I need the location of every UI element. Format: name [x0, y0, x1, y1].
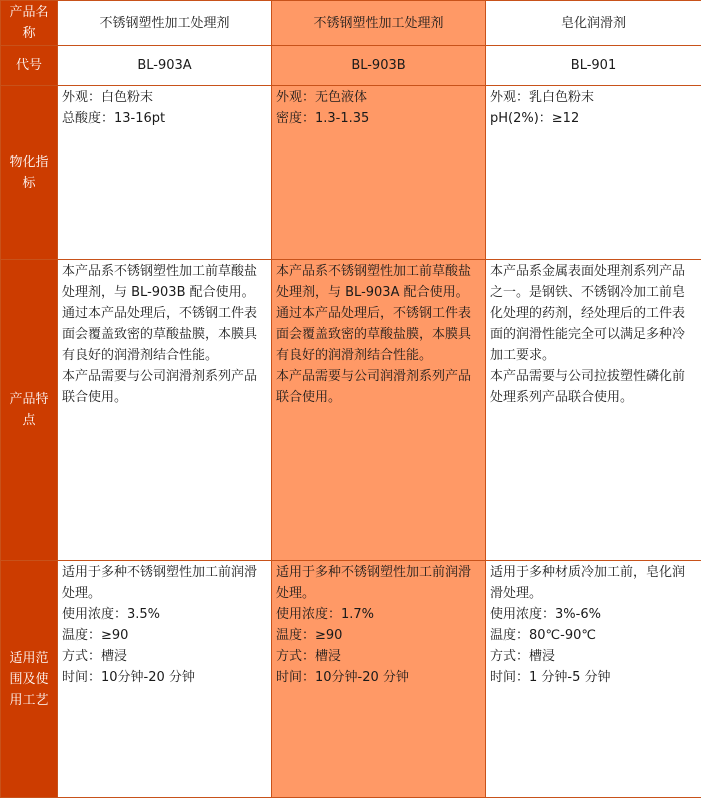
product-code-903b: BL-903B	[272, 46, 486, 86]
usage-line: 时间：10分钟-20 分钟	[276, 670, 409, 685]
usage-line: 时间：10分钟-20 分钟	[62, 670, 195, 685]
row-label-physchem: 物化指标	[1, 86, 58, 260]
features-903b	[272, 260, 486, 561]
usage-903b	[272, 561, 486, 798]
usage-line: 温度：≥90	[276, 628, 343, 643]
features-903a	[58, 260, 272, 561]
usage-line: 使用浓度：1.7%	[276, 607, 375, 622]
usage-line: 方式：槽浸	[62, 649, 128, 664]
usage-line: 温度：80℃-90℃	[490, 628, 596, 643]
usage-line: 适用于多种不锈钢塑性加工前润滑处理。	[276, 565, 472, 601]
product-name-903b: 不锈钢塑性加工处理剂	[272, 1, 486, 46]
row-label-usage: 适用范围及使用工艺	[1, 561, 58, 798]
usage-line: 适用于多种材质冷加工前，皂化润滑处理。	[490, 565, 686, 601]
row-code	[1, 46, 701, 86]
usage-line: 使用浓度：3%-6%	[490, 607, 601, 622]
row-features	[1, 260, 701, 561]
physchem-line: 外观：无色液体	[276, 90, 368, 105]
features-paragraph: 本产品需要与公司润滑剂系列产品联合使用。	[276, 369, 472, 405]
features-paragraph: 本产品需要与公司拉拔塑性磷化前处理系列产品联合使用。	[490, 369, 686, 405]
product-name-903a: 不锈钢塑性加工处理剂	[58, 1, 272, 46]
usage-903a	[58, 561, 272, 798]
features-paragraph: 本产品需要与公司润滑剂系列产品联合使用。	[62, 369, 258, 405]
physchem-line: 外观：乳白色粉末	[490, 90, 595, 105]
row-label-product-name: 产品名称	[1, 1, 58, 46]
physchem-901	[486, 86, 701, 260]
usage-line: 温度：≥90	[62, 628, 129, 643]
usage-line: 方式：槽浸	[490, 649, 556, 664]
product-code-903a: BL-903A	[58, 46, 272, 86]
row-product-name	[1, 1, 701, 46]
row-label-code: 代号	[1, 46, 58, 86]
physchem-line: 总酸度：13-16pt	[62, 111, 166, 126]
physchem-line: 外观：白色粉末	[62, 90, 154, 105]
usage-line: 适用于多种不锈钢塑性加工前润滑处理。	[62, 565, 258, 601]
row-physchem	[1, 86, 701, 260]
product-name-901: 皂化润滑剂	[486, 1, 701, 46]
usage-line: 方式：槽浸	[276, 649, 342, 664]
physchem-903a	[58, 86, 272, 260]
features-901	[486, 260, 701, 561]
features-paragraph: 本产品系金属表面处理剂系列产品之一。是钢铁、不锈钢冷加工前皂化处理的药剂，经处理后的工件表面的润滑性能完全可以满足多种冷加工要求。	[490, 264, 686, 363]
physchem-903b	[272, 86, 486, 260]
row-usage	[1, 561, 701, 798]
features-paragraph: 本产品系不锈钢塑性加工前草酸盐处理剂，与 BL-903A 配合使用。通过本产品处理后，不锈钢工件表面会覆盖致密的草酸盐膜，本膜具有良好的润滑剂结合性能。	[276, 264, 472, 363]
physchem-line: pH(2%)：≥12	[490, 111, 580, 126]
product-code-901: BL-901	[486, 46, 701, 86]
usage-line: 时间：1 分钟-5 分钟	[490, 670, 611, 685]
features-paragraph: 本产品系不锈钢塑性加工前草酸盐处理剂，与 BL-903B 配合使用。通过本产品处理后，不锈钢工件表面会覆盖致密的草酸盐膜，本膜具有良好的润滑剂结合性能。	[62, 264, 258, 363]
row-label-features: 产品特点	[1, 260, 58, 561]
usage-901	[486, 561, 701, 798]
physchem-line: 密度：1.3-1.35	[276, 111, 370, 126]
usage-line: 使用浓度：3.5%	[62, 607, 161, 622]
